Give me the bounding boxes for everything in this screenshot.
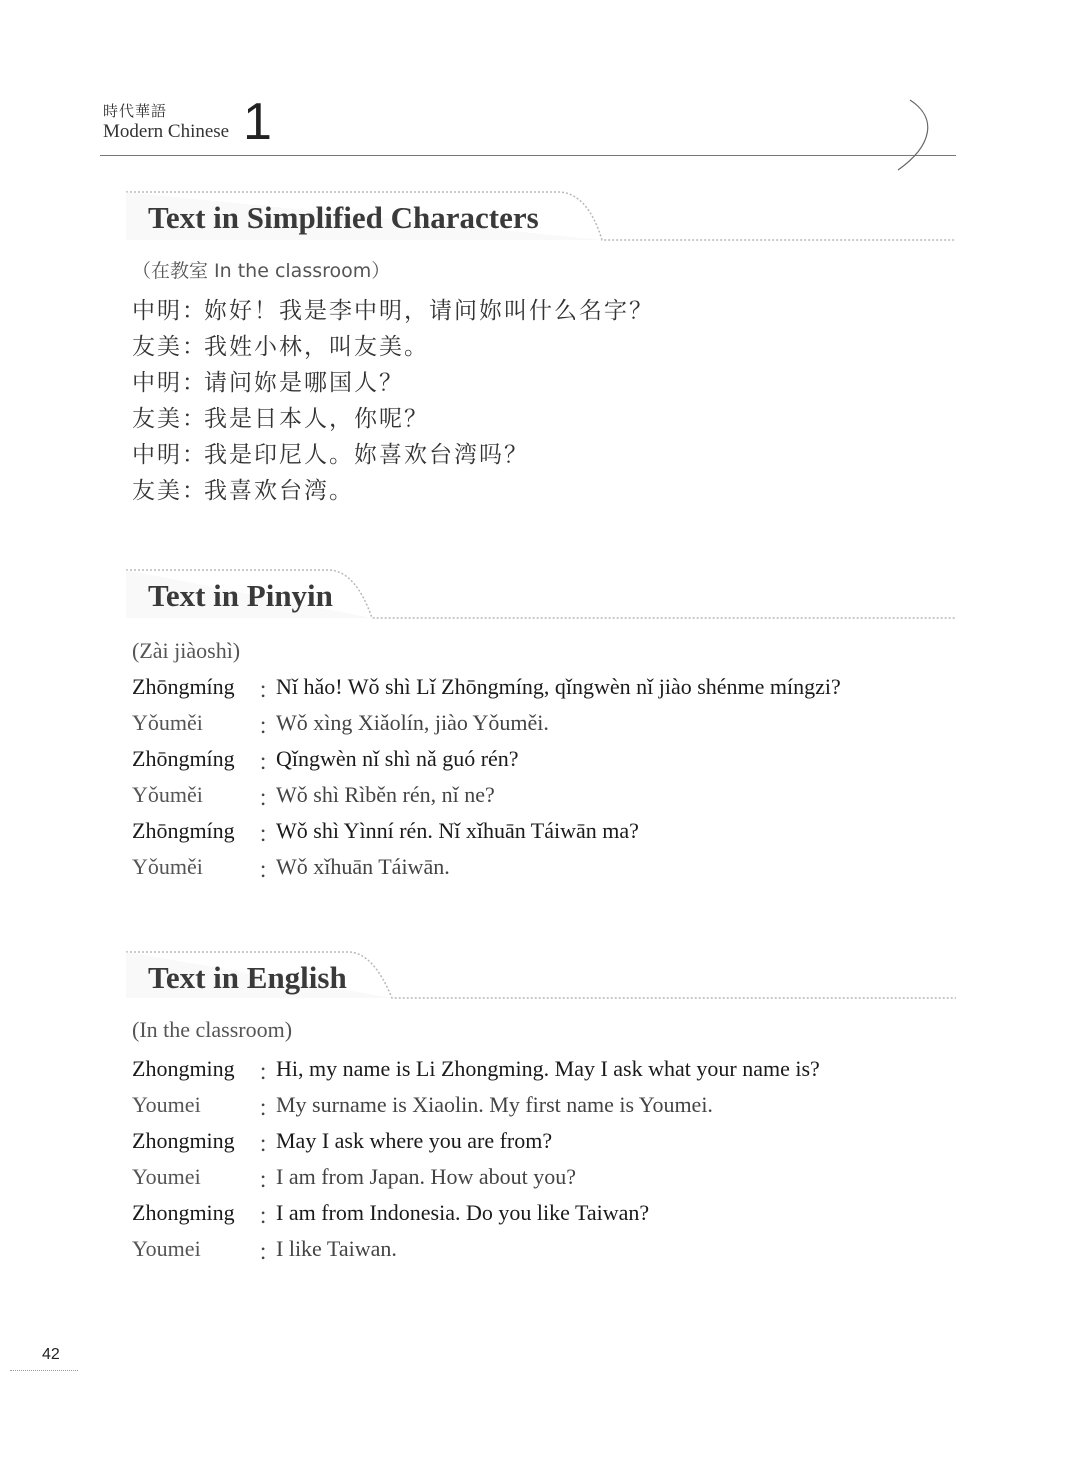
speaker-label: Youmei bbox=[132, 1164, 201, 1189]
dialogue-line bbox=[132, 710, 892, 738]
colon: ： bbox=[258, 1240, 281, 1265]
speaker-label: Zhongming bbox=[132, 1056, 235, 1081]
dialogue-line bbox=[132, 1092, 892, 1120]
header-curve-ornament bbox=[880, 98, 960, 183]
speaker-label: Yǒuměi bbox=[132, 854, 203, 879]
colon: ： bbox=[258, 714, 281, 739]
colon: ： bbox=[258, 786, 281, 811]
speaker-label: 友美： bbox=[132, 334, 207, 360]
dialogue-text: Nǐ hǎo! Wǒ shì Lǐ Zhōngmíng, qǐngwèn nǐ jiào shénme míngzi? bbox=[276, 674, 841, 699]
dialogue-line bbox=[132, 674, 892, 702]
page-number: 42 bbox=[42, 1346, 60, 1363]
speaker-label: Zhongming bbox=[132, 1128, 235, 1153]
section-title: Text in English bbox=[148, 960, 347, 995]
speaker-label: Youmei bbox=[132, 1236, 201, 1261]
dialogue-line bbox=[132, 1200, 892, 1228]
speaker-label: 中明： bbox=[132, 442, 207, 468]
header-rule bbox=[100, 155, 956, 156]
dialogue-text: Wǒ xǐhuān Táiwān. bbox=[276, 854, 450, 879]
dialogue-line bbox=[132, 1164, 892, 1192]
speaker-label: Zhōngmíng bbox=[132, 818, 235, 843]
dialogue-text: 请问妳是哪国人？ bbox=[204, 370, 404, 396]
dialogue-text: Wǒ shì Yìnní rén. Nǐ xǐhuān Táiwān ma? bbox=[276, 818, 639, 843]
dialogue-line bbox=[132, 364, 404, 397]
book-title-chinese: 時代華語 bbox=[103, 102, 168, 120]
dialogue-line bbox=[132, 436, 529, 469]
dialogue-text: I like Taiwan. bbox=[276, 1236, 397, 1261]
colon: ： bbox=[258, 1168, 281, 1193]
dialogue-line bbox=[132, 328, 429, 361]
section-subtitle: （在教室 In the classroom） bbox=[132, 260, 391, 282]
colon: ： bbox=[258, 1096, 281, 1121]
dialogue-line bbox=[132, 782, 892, 810]
colon: ： bbox=[258, 822, 281, 847]
dialogue-text: Qǐngwèn nǐ shì nǎ guó rén? bbox=[276, 746, 519, 771]
speaker-label: Yǒuměi bbox=[132, 710, 203, 735]
colon: ： bbox=[258, 750, 281, 775]
book-title-english: Modern Chinese bbox=[103, 121, 230, 142]
dialogue-text: Wǒ xìng Xiǎolín, jiào Yǒuměi. bbox=[276, 710, 549, 735]
speaker-label: 中明： bbox=[132, 298, 207, 324]
dialogue-line bbox=[132, 400, 429, 433]
dialogue-line bbox=[132, 1236, 892, 1264]
dialogue-text: 我是印尼人。妳喜欢台湾吗？ bbox=[204, 442, 529, 468]
colon: ： bbox=[258, 1132, 281, 1157]
colon: ： bbox=[258, 1060, 281, 1085]
dialogue-text: I am from Indonesia. Do you like Taiwan? bbox=[276, 1200, 650, 1225]
dialogue-line bbox=[132, 1128, 892, 1156]
dialogue-line bbox=[132, 1056, 892, 1084]
colon: ： bbox=[258, 858, 281, 883]
dialogue-text: 我姓小林，叫友美。 bbox=[204, 334, 429, 360]
dialogue-line bbox=[132, 854, 892, 882]
dialogue-line bbox=[132, 818, 892, 846]
speaker-label: 中明： bbox=[132, 370, 207, 396]
dialogue-text: My surname is Xiaolin. My first name is Youmei. bbox=[276, 1092, 713, 1117]
dialogue-text: Wǒ shì Rìběn rén, nǐ ne? bbox=[276, 782, 495, 807]
dialogue-line bbox=[132, 746, 892, 774]
dialogue-line bbox=[132, 472, 354, 505]
page-number-rule bbox=[10, 1370, 78, 1371]
speaker-label: Yǒuměi bbox=[132, 782, 203, 807]
dialogue-text: May I ask where you are from? bbox=[276, 1128, 553, 1153]
speaker-label: Youmei bbox=[132, 1092, 201, 1117]
speaker-label: 友美： bbox=[132, 406, 207, 432]
dialogue-text: 我喜欢台湾。 bbox=[204, 478, 354, 504]
section-title: Text in Pinyin bbox=[148, 578, 333, 613]
section-subtitle: (In the classroom) bbox=[132, 1017, 293, 1042]
speaker-label: 友美： bbox=[132, 478, 207, 504]
speaker-label: Zhōngmíng bbox=[132, 674, 235, 699]
dialogue-line bbox=[132, 292, 654, 325]
volume-number: 1 bbox=[243, 93, 272, 151]
section-subtitle: (Zài jiàoshì) bbox=[132, 638, 241, 663]
section-title: Text in Simplified Characters bbox=[148, 200, 539, 235]
dialogue-text: Hi, my name is Li Zhongming. May I ask what your name is? bbox=[276, 1056, 820, 1081]
speaker-label: Zhongming bbox=[132, 1200, 235, 1225]
dialogue-text: 妳好！我是李中明，请问妳叫什么名字？ bbox=[204, 298, 654, 324]
colon: ： bbox=[258, 1204, 281, 1229]
speaker-label: Zhōngmíng bbox=[132, 746, 235, 771]
colon: ： bbox=[258, 678, 281, 703]
dialogue-text: 我是日本人，你呢？ bbox=[204, 406, 429, 432]
dialogue-text: I am from Japan. How about you? bbox=[276, 1164, 576, 1189]
